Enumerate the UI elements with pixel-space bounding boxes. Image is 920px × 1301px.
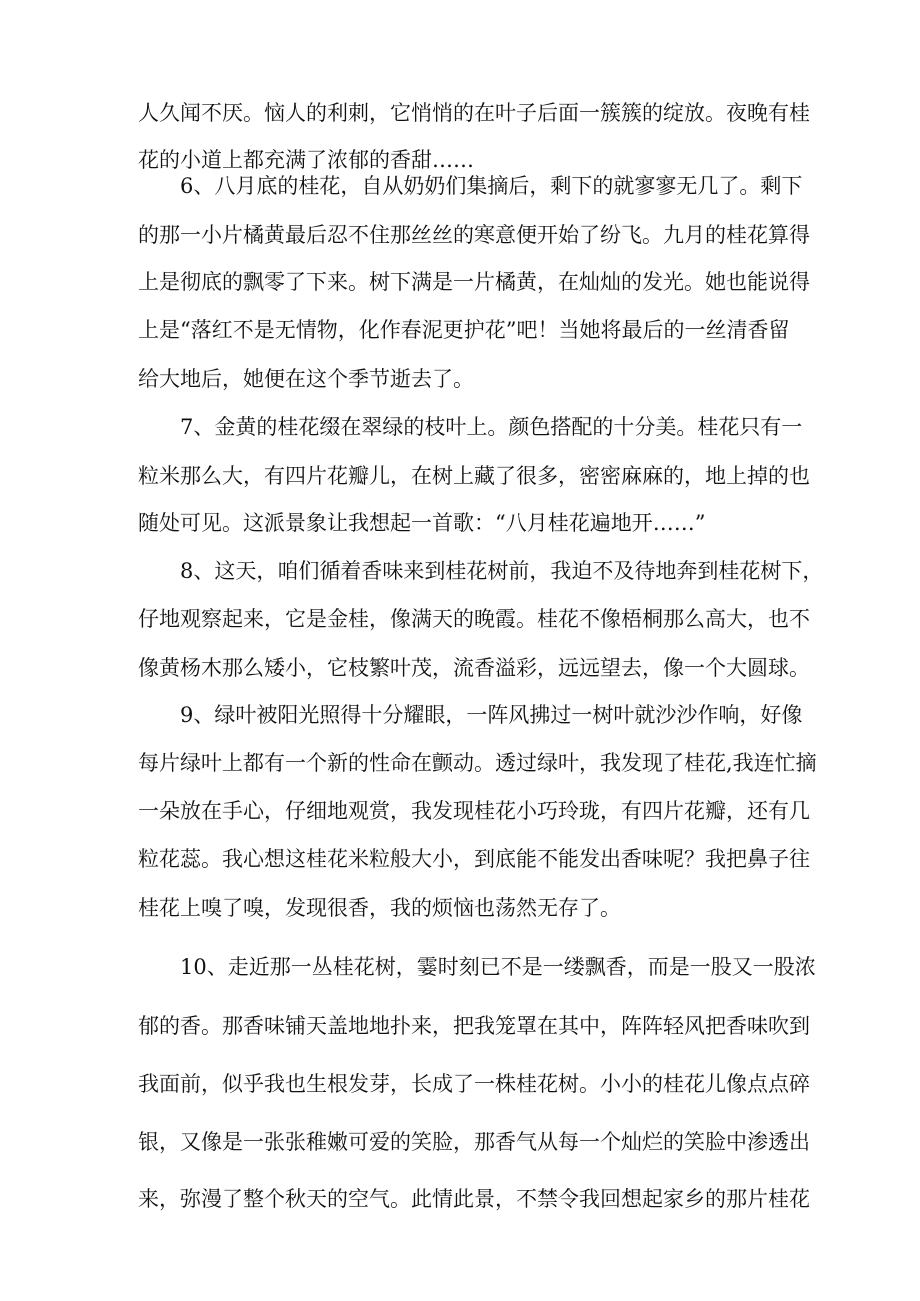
text-line: 一朵放在手心，仔细地观赏，我发现桂花小巧玲珑，有四片花瓣，还有几 bbox=[138, 799, 810, 823]
text-line: 我面前，似乎我也生根发芽，长成了一株桂花树。小小的桂花儿像点点碎 bbox=[138, 1072, 810, 1096]
text-line: 像黄杨木那么矮小，它枝繁叶茂，流香溢彩，远远望去，像一个大圆球。 bbox=[138, 656, 810, 680]
text-line: 人久闻不厌。恼人的利刺，它悄悄的在叶子后面一簇簇的绽放。夜晚有桂 bbox=[138, 101, 810, 125]
text-line: 花的小道上都充满了浓郁的香甜…… bbox=[138, 148, 474, 172]
text-line: 粒米那么大，有四片花瓣儿，在树上藏了很多，密密麻麻的，地上掉的也 bbox=[138, 464, 810, 488]
text-line: 随处可见。这派景象让我想起一首歌：“八月桂花遍地开……” bbox=[138, 511, 706, 535]
paragraph-first-line: 9、绿叶被阳光照得十分耀眼，一阵风拂过一树叶就沙沙作响，好像 bbox=[180, 703, 803, 727]
text-line: 给大地后，她便在这个季节逝去了。 bbox=[138, 367, 474, 391]
text-line: 每片绿叶上都有一个新的性命在颤动。透过绿叶，我发现了桂花,我连忙摘 bbox=[138, 751, 817, 775]
paragraph-first-line: 7、金黄的桂花缀在翠绿的枝叶上。颜色搭配的十分美。桂花只有一 bbox=[180, 415, 803, 439]
text-line: 仔地观察起来，它是金桂，像满天的晚霞。桂花不像梧桐那么高大，也不 bbox=[138, 607, 810, 631]
paragraph-first-line: 10、走近那一丛桂花树，霎时刻已不是一缕飘香，而是一股又一股浓 bbox=[180, 955, 816, 979]
paragraph-first-line: 8、这天，咱们循着香味来到桂花树前，我迫不及待地奔到桂花树下， bbox=[180, 559, 824, 583]
paragraph-first-line: 6、八月底的桂花，自从奶奶们集摘后，剩下的就寥寥无几了。剩下 bbox=[180, 174, 803, 198]
text-line: 上是彻底的飘零了下来。树下满是一片橘黄，在灿灿的发光。她也能说得 bbox=[138, 270, 810, 294]
text-line: 粒花蕊。我心想这桂花米粒般大小，到底能不能发出香味呢？我把鼻子往 bbox=[138, 847, 810, 871]
text-line: 来，弥漫了整个秋天的空气。此情此景，不禁令我回想起家乡的那片桂花 bbox=[138, 1187, 810, 1211]
text-line: 银，又像是一张张稚嫩可爱的笑脸，那香气从每一个灿烂的笑脸中渗透出 bbox=[138, 1130, 810, 1154]
text-line: 的那一小片橘黄最后忍不住那丝丝的寒意便开始了纷飞。九月的桂花算得 bbox=[138, 223, 810, 247]
text-line: 上是“落红不是无情物，化作春泥更护花”吧！当她将最后的一丝清香留 bbox=[138, 318, 790, 342]
text-line: 郁的香。那香味铺天盖地地扑来，把我笼罩在其中，阵阵轻风把香味吹到 bbox=[138, 1014, 810, 1038]
text-line: 桂花上嗅了嗅，发现很香，我的烦恼也荡然无存了。 bbox=[138, 896, 621, 920]
